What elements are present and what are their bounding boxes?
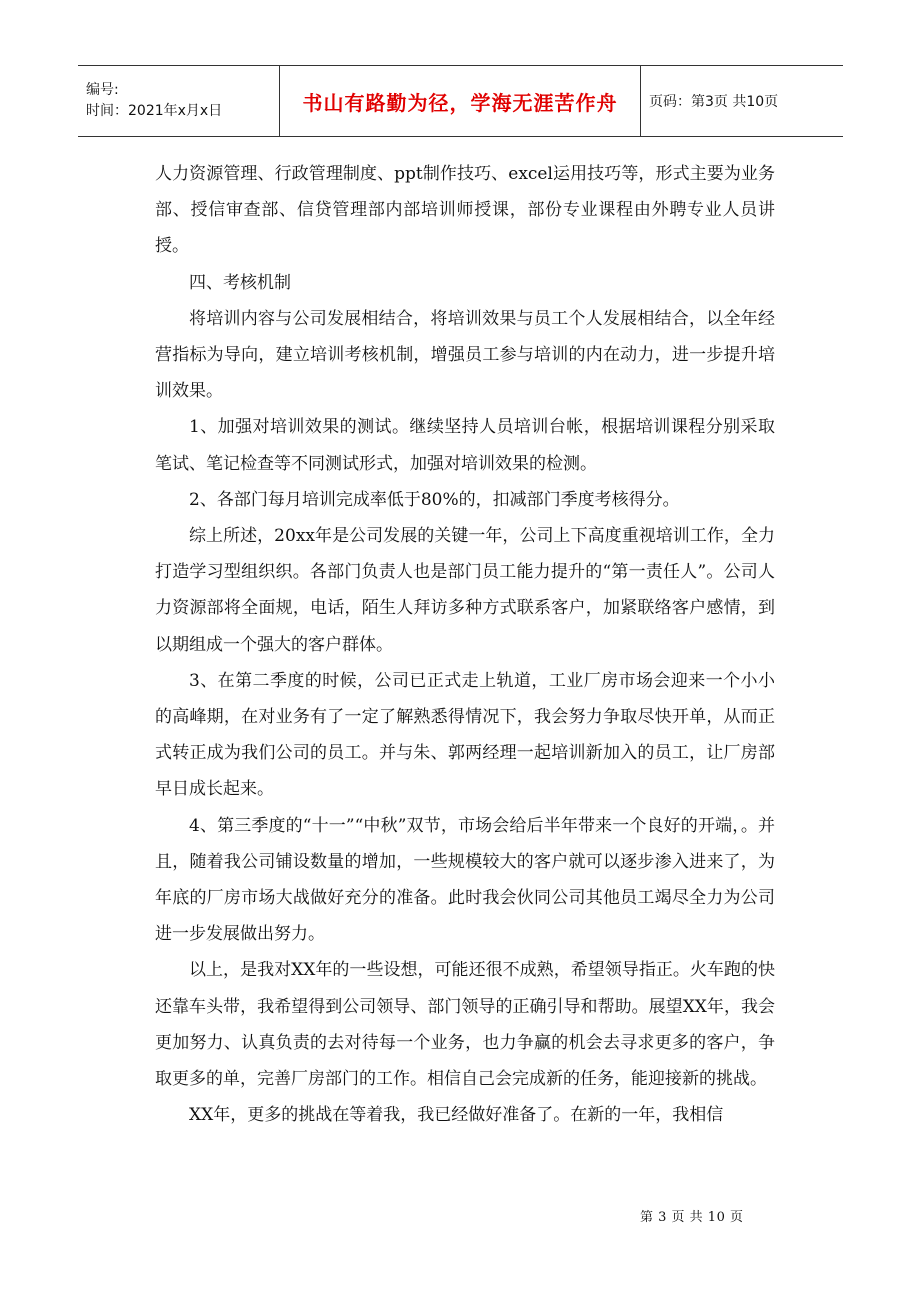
page-footer bbox=[640, 1206, 743, 1225]
footer-page-number: 第 3 页 共 10 页 bbox=[640, 1210, 744, 1225]
header-meta bbox=[78, 66, 280, 136]
paragraph: 3、在第二季度的时候，公司已正式走上轨道，工业厂房市场会迎来一个小小的高峰期，在对业务有了一定了解熟悉得情况下，我会努力争取尽快开单，从而正式转正成为我们公司的员工。并与朱、郭两经理一起培训新加入的员工，让厂房部早日成长起来。 bbox=[155, 670, 775, 800]
header-motto-cell bbox=[280, 66, 641, 136]
paragraph: 将培训内容与公司发展相结合，将培训效果与员工个人发展相结合，以全年经营指标为导向，建立培训考核机制，增强员工参与培训的内在动力，进一步提升培训效果。 bbox=[155, 308, 775, 402]
document-body bbox=[155, 156, 775, 1133]
header-motto: 书山有路勤为径，学海无涯苦作舟 bbox=[302, 90, 618, 115]
header-page-label: 页码：第3页 共10页 bbox=[649, 94, 779, 110]
page-header bbox=[78, 65, 843, 137]
time-label: 时间：2021年x月x日 bbox=[86, 103, 223, 119]
paragraph: XX年，更多的挑战在等着我，我已经做好准备了。在新的一年，我相信 bbox=[189, 1105, 724, 1126]
paragraph: 综上所述，20xx年是公司发展的关键一年，公司上下高度重视培训工作，全力打造学习型组织织。各部门负责人也是部门员工能力提升的“第一责任人”。公司人力资源部将全面规，电话，陌生人拜访多种方式联系客户，加紧联络客户感情，到以期组成一个强大的客户群体。 bbox=[155, 526, 775, 655]
header-page-cell bbox=[641, 66, 843, 136]
number-label: 编号: bbox=[86, 82, 119, 98]
paragraph: 1、加强对培训效果的测试。继续坚持人员培训台帐，根据培训课程分别采取笔试、笔记检查等不同测试形式，加强对培训效果的检测。 bbox=[155, 417, 775, 474]
paragraph: 以上，是我对XX年的一些设想，可能还很不成熟，希望领导指正。火车跑的快还靠车头带，我希望得到公司领导、部门领导的正确引导和帮助。展望XX年，我会更加努力、认真负责的去对待每一个业务，也力争赢的机会去寻求更多的客户，争取更多的单，完善厂房部门的工作。相信自己会完成新的任务，能迎接新的挑战。 bbox=[155, 960, 775, 1090]
paragraph: 4、第三季度的“十一”“中秋”双节，市场会给后半年带来一个良好的开端，。并且，随着我公司铺设数量的增加，一些规模较大的客户就可以逐步渗入进来了，为年底的厂房市场大战做好充分的准备。此时我会伙同公司其他员工竭尽全力为公司进一步发展做出努力。 bbox=[155, 815, 775, 945]
paragraph: 2、各部门每月培训完成率低于80%的，扣减部门季度考核得分。 bbox=[189, 489, 680, 510]
section-heading: 四、考核机制 bbox=[189, 272, 291, 293]
paragraph: 人力资源管理、行政管理制度、ppt制作技巧、excel运用技巧等，形式主要为业务部、授信审查部、信贷管理部内部培训师授课，部份专业课程由外聘专业人员讲授。 bbox=[155, 164, 775, 257]
